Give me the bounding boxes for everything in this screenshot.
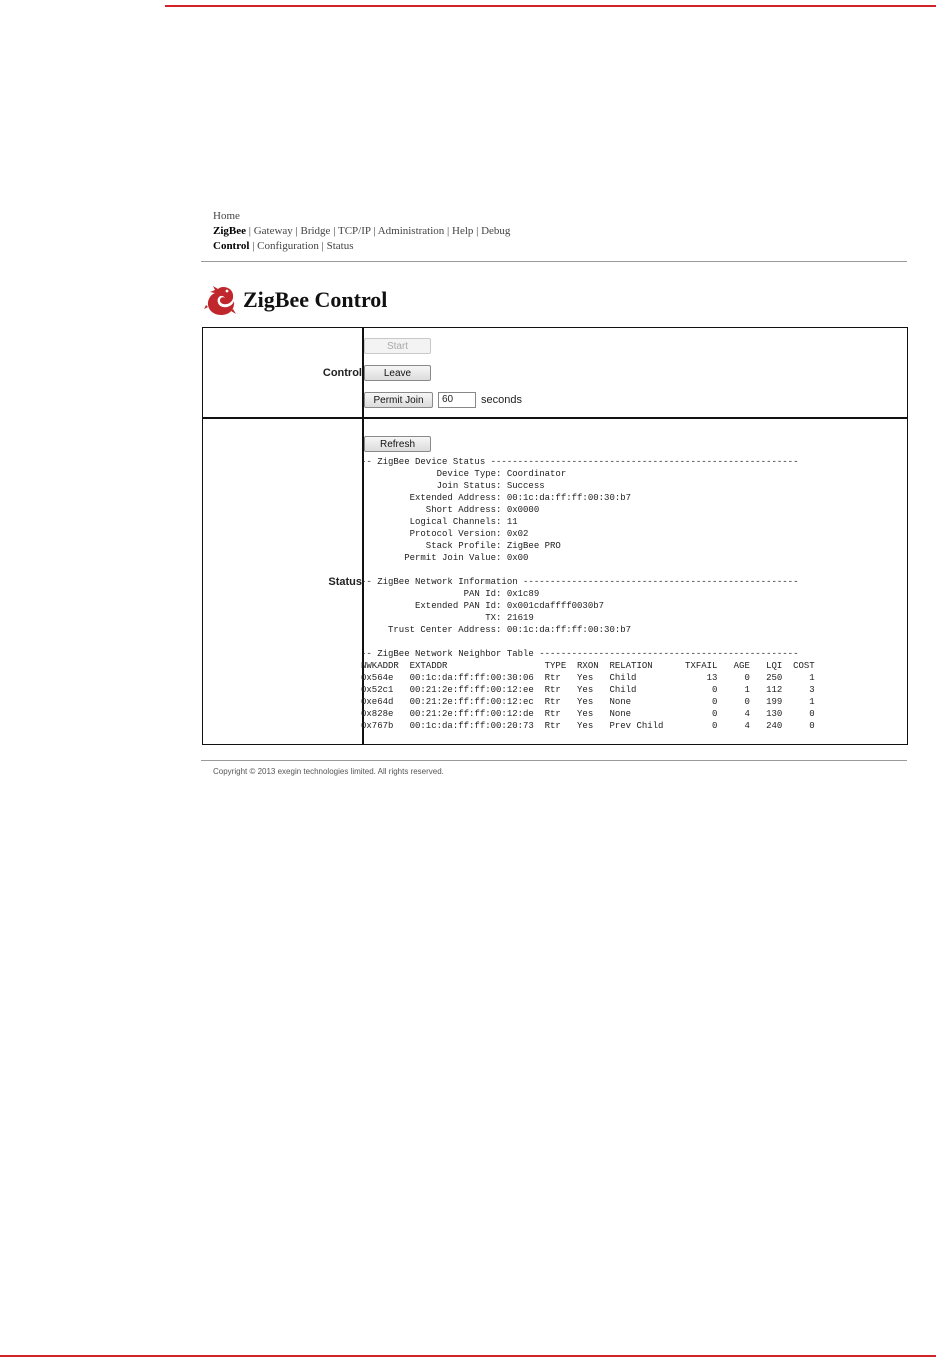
start-button[interactable]: Start	[364, 338, 431, 354]
top-red-rule	[165, 5, 936, 7]
control-row	[202, 327, 908, 418]
page-header	[203, 283, 387, 317]
nav-separator: |	[476, 225, 479, 237]
refresh-button[interactable]: Refresh	[364, 436, 431, 452]
control-table	[202, 327, 908, 745]
copyright-text: Copyright © 2013 exegin technologies limited. All rights reserved.	[213, 767, 444, 776]
status-label: Status	[202, 418, 363, 745]
nav-separator: |	[321, 240, 324, 252]
nav-link-home[interactable]: Home	[213, 210, 240, 222]
nav-link-zigbee[interactable]: ZigBee	[213, 225, 246, 237]
nav-separator: |	[333, 225, 336, 237]
nav-link-tcpip[interactable]: TCP/IP	[337, 225, 371, 237]
nav-link-help[interactable]: Help	[452, 225, 474, 237]
permit-seconds-input[interactable]: 60	[438, 392, 476, 408]
page-title: ZigBee Control	[243, 287, 388, 312]
breadcrumb-nav	[213, 209, 510, 254]
zigbee-lizard-logo-icon	[203, 283, 237, 317]
header-divider	[201, 261, 907, 262]
leave-button[interactable]: Leave	[364, 365, 431, 381]
nav-link-status[interactable]: Status	[326, 240, 354, 252]
nav-link-control[interactable]: Control	[213, 240, 250, 252]
nav-row-2	[213, 224, 510, 239]
status-output: -- ZigBee Device Status --------------------------------------------------------- Device Type: Coordinator Join Status: Success Extended Address: 00:1c:da:ff:ff:00:30:b7 Short Address: 0x0000 Logical Channels: 11 Protocol Version: 0x02 Stack Profile: ZigBee PRO Permit Join Value: 0x00 -- ZigBee Network Information --------------------------------------------------- PAN Id: 0x1c89 Extended PAN Id: 0x001cdaffff0030b7 TX: 21619 Trust Center Address: 00:1c:da:ff:ff:00:30:b7 -- ZigBee Network Neighbor Table ------------------------------------------------ NWKADDR EXTADDR TYPE RXON RELATION TXFAIL AGE LQI COST 0x564e 00:1c:da:ff:ff:00:30:06 Rtr Yes Child 13 0 250 1 0x52c1 00:21:2e:ff:ff:00:12:ee Rtr Yes Child 0 1 112 3 0xe64d 00:21:2e:ff:ff:00:12:ec Rtr Yes None 0 0 199 1 0x828e 00:21:2e:ff:ff:00:12:de Rtr Yes None 0 4 130 0 0x767b 00:1c:da:ff:ff:00:20:73 Rtr Yes Prev Child 0 4 240 0	[361, 456, 815, 731]
nav-separator: |	[248, 225, 251, 237]
nav-separator: |	[295, 225, 298, 237]
nav-link-administration[interactable]: Administration	[377, 225, 445, 237]
control-label: Control	[202, 327, 363, 418]
nav-row-3	[213, 239, 510, 254]
nav-link-gateway[interactable]: Gateway	[253, 225, 293, 237]
status-row	[202, 418, 908, 745]
footer-divider	[201, 760, 907, 761]
nav-separator: |	[373, 225, 376, 237]
status-cell	[363, 418, 908, 745]
control-cell	[363, 327, 908, 418]
nav-separator: |	[252, 240, 255, 252]
permit-join-button[interactable]: Permit Join	[364, 392, 433, 408]
nav-link-debug[interactable]: Debug	[481, 225, 511, 237]
nav-link-bridge[interactable]: Bridge	[300, 225, 331, 237]
nav-row-1	[213, 209, 510, 224]
bottom-red-rule	[0, 1355, 936, 1357]
seconds-label: seconds	[481, 394, 522, 406]
nav-separator: |	[447, 225, 450, 237]
nav-link-configuration[interactable]: Configuration	[257, 240, 319, 252]
